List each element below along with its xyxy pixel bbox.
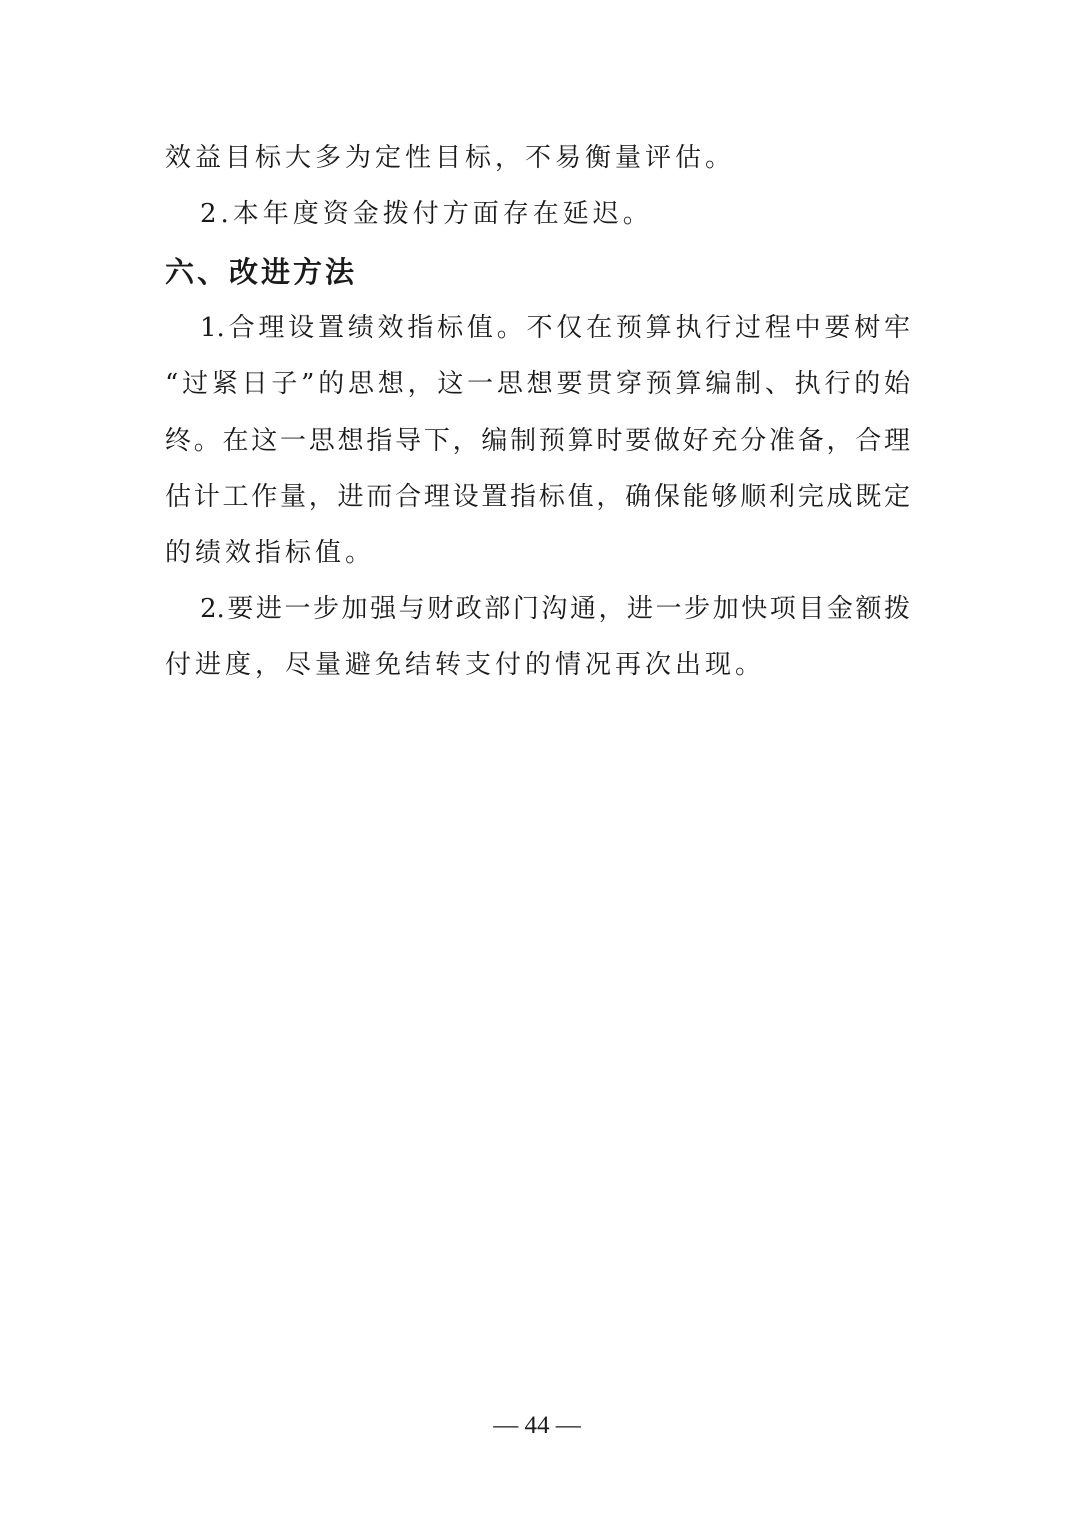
- paragraph-line: 2.要进一步加强与财政部门沟通，进一步加快项目金额拨: [200, 594, 910, 624]
- paragraph-line: 的绩效指标值。: [165, 538, 376, 568]
- paragraph-line: “过紧日子”的思想，这一思想要贯穿预算编制、执行的始: [165, 369, 910, 399]
- paragraph-line: 估计工作量，进而合理设置指标值，确保能够顺利完成既定: [165, 482, 910, 512]
- paragraph-line: 1.合理设置绩效指标值。不仅在预算执行过程中要树牢: [200, 313, 910, 343]
- paragraph-line: 终。在这一思想指导下，编制预算时要做好充分准备，合理: [165, 426, 910, 456]
- page-number: — 44 —: [493, 1412, 581, 1439]
- paragraph-line: 付进度，尽量避免结转支付的情况再次出现。: [165, 650, 766, 680]
- section-heading: 六、改进方法: [165, 255, 358, 289]
- paragraph-line: 2.本年度资金拨付方面存在延迟。: [200, 199, 653, 229]
- paragraph-line: 效益目标大多为定性目标，不易衡量评估。: [165, 143, 736, 173]
